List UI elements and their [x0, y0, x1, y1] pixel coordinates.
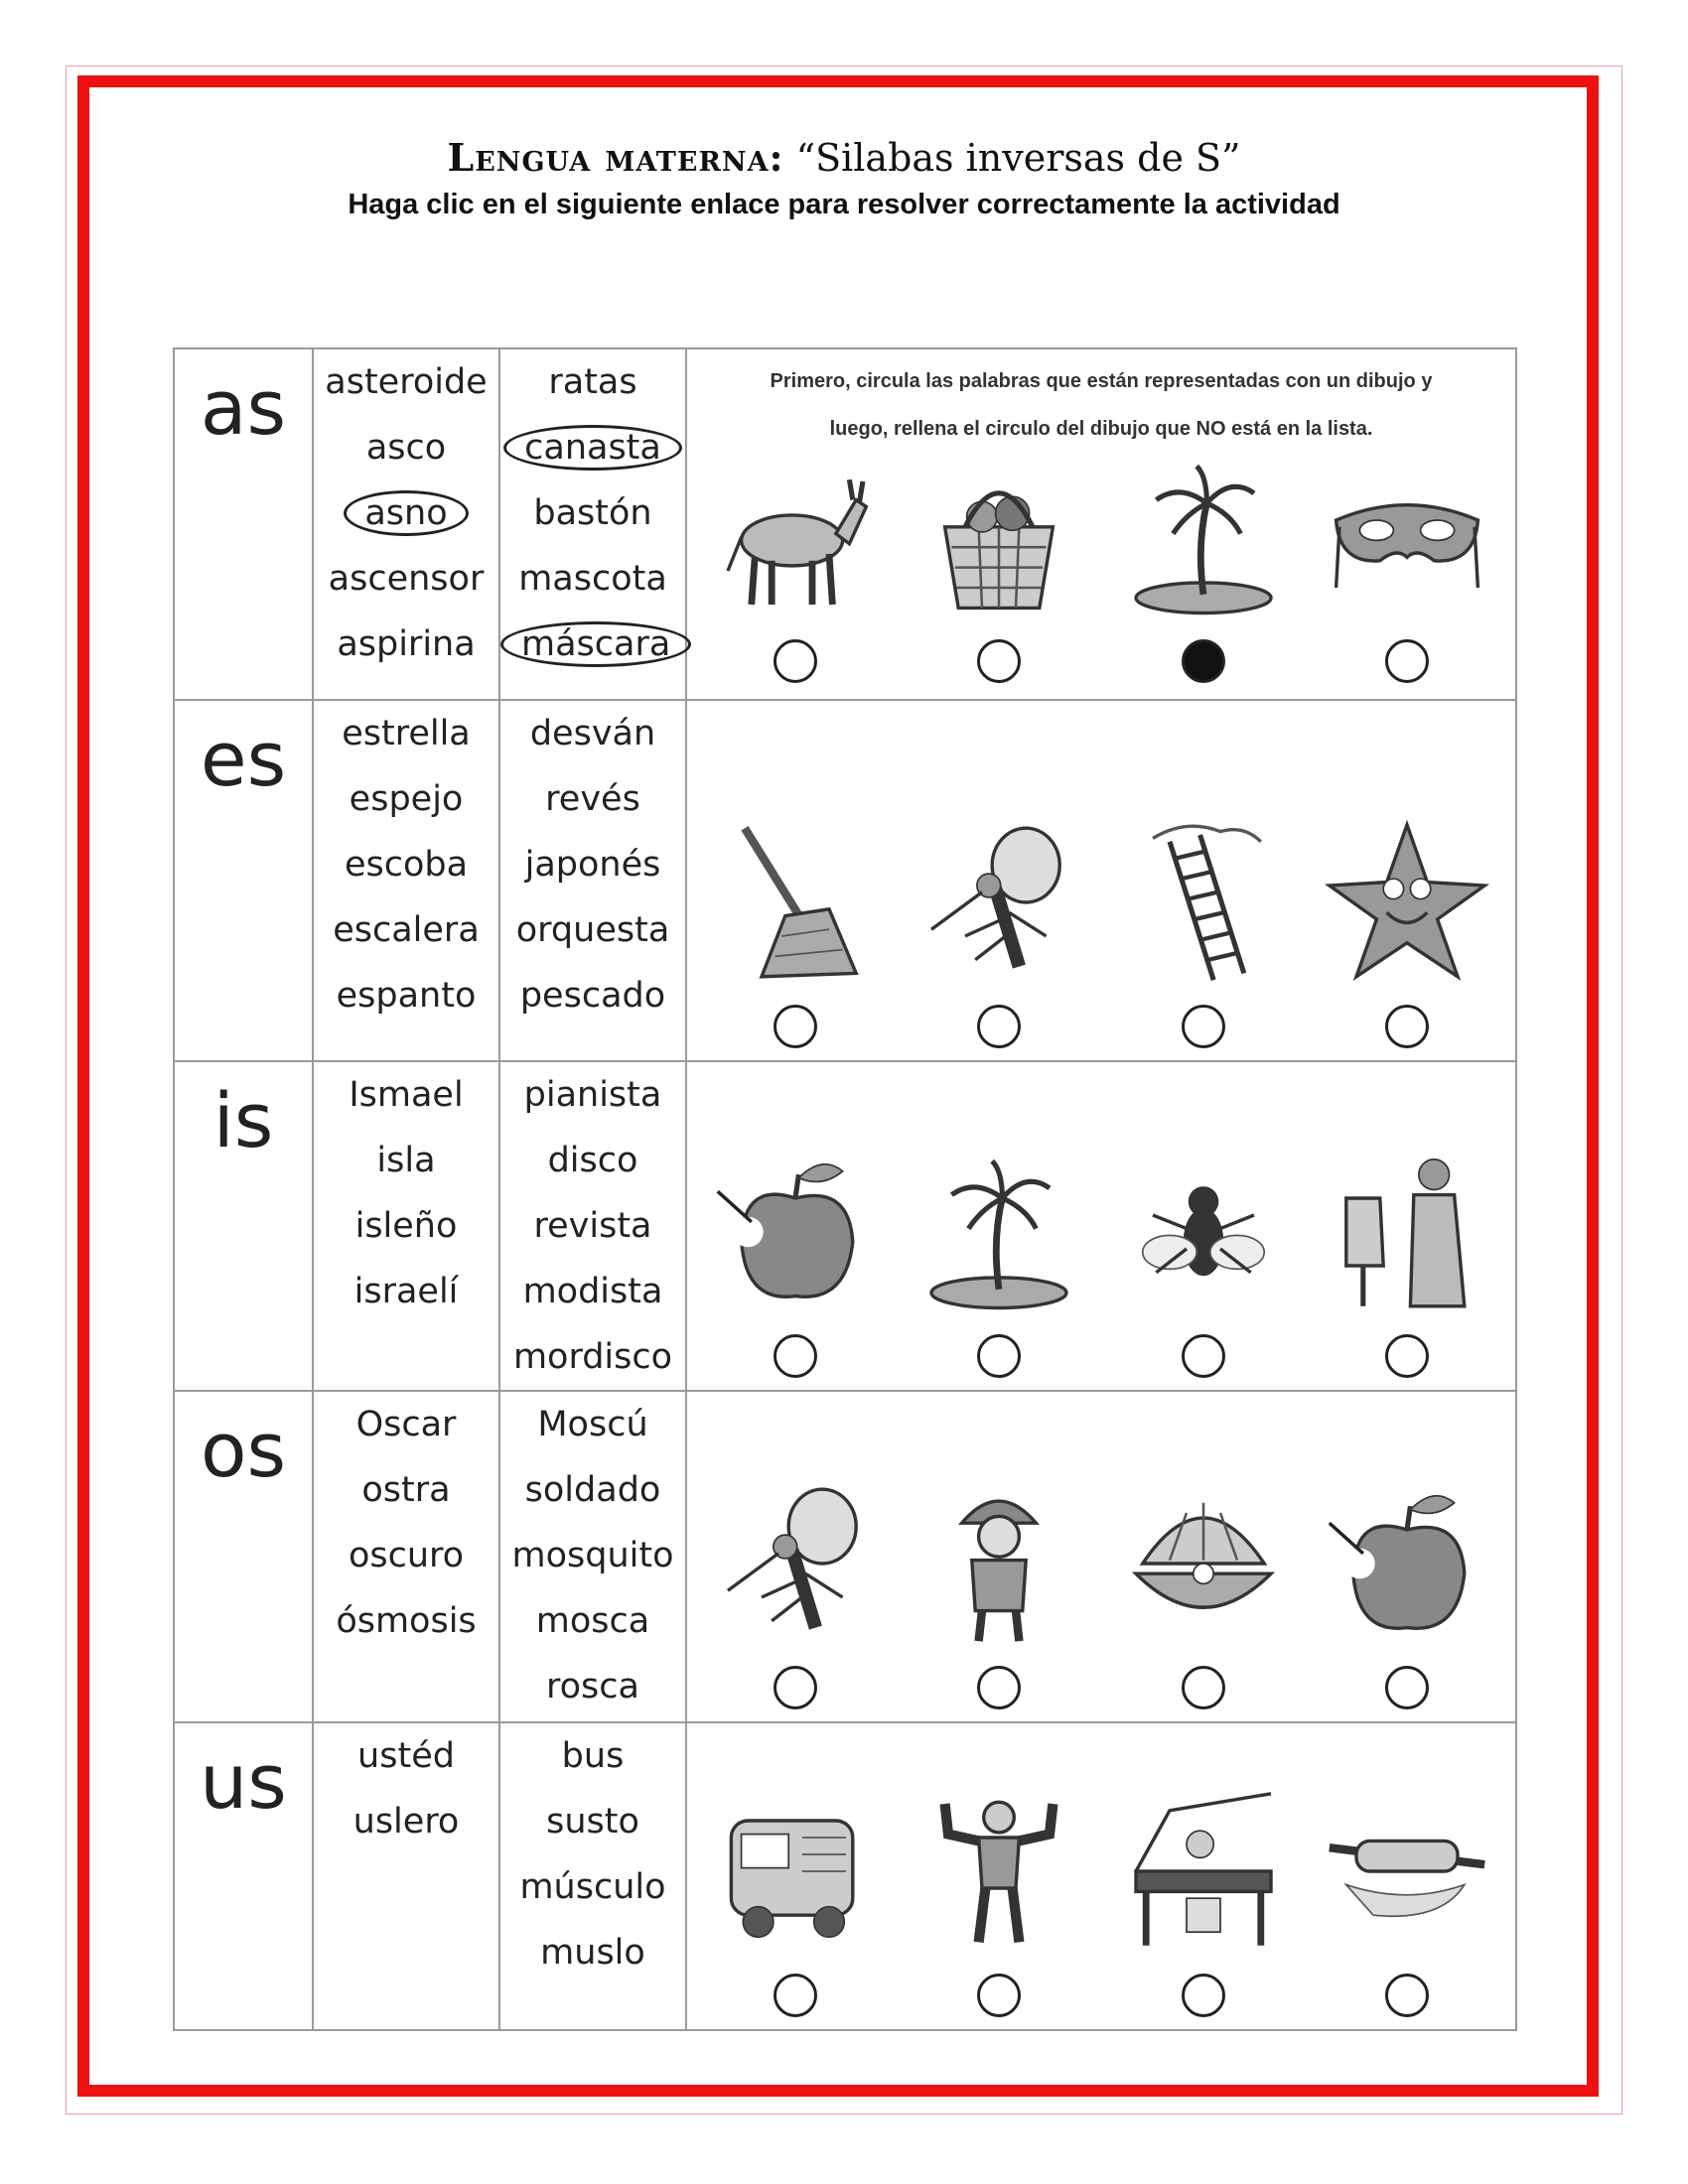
word-list-col2: [499, 1061, 686, 1391]
word-text: susto: [546, 1802, 639, 1842]
subject-label: Lengua materna:: [447, 135, 784, 180]
word-item[interactable]: [500, 1523, 685, 1588]
word-item[interactable]: [314, 1392, 498, 1457]
picture-cell: [686, 700, 1516, 1061]
instruction-line: luego, rellena el circulo del dibujo que NO está en la lista.: [829, 418, 1373, 440]
picture-row: [687, 453, 1515, 695]
word-item[interactable]: [314, 1062, 498, 1128]
word-text: bastón: [533, 493, 652, 533]
word-text: mordisco: [512, 1337, 673, 1377]
answer-circle[interactable]: [774, 1334, 817, 1378]
answer-circle[interactable]: [977, 1334, 1021, 1378]
instruction-line: Primero, circula las palabras que están representadas con un dibujo y: [770, 370, 1433, 392]
word-text: mascota: [518, 559, 667, 599]
strongman-picture: [914, 1787, 1083, 1960]
word-text: ósmosis: [336, 1601, 477, 1641]
word-item[interactable]: [314, 1128, 498, 1193]
word-item[interactable]: [314, 897, 498, 963]
word-text: ustéd: [357, 1736, 455, 1776]
word-item[interactable]: [500, 766, 685, 832]
syllable-row-4: [174, 1722, 1516, 2030]
answer-circle[interactable]: [977, 639, 1021, 683]
word-list-col1: [313, 1061, 499, 1391]
syllable-label: os: [174, 1391, 313, 1722]
answer-circle[interactable]: [1385, 639, 1429, 683]
circled-word[interactable]: [500, 612, 685, 677]
word-item[interactable]: [314, 612, 498, 677]
word-item[interactable]: [500, 1457, 685, 1523]
word-text: ostra: [361, 1470, 451, 1510]
word-item[interactable]: [500, 546, 685, 612]
syllable-row-2: [174, 1061, 1516, 1391]
word-item[interactable]: [314, 832, 498, 897]
picture-option: [905, 453, 1093, 695]
rolling-pin-picture: [1323, 1787, 1491, 1960]
word-text: canasta: [503, 425, 682, 471]
word-text: ratas: [548, 362, 637, 402]
circled-word[interactable]: [314, 480, 498, 546]
answer-circle[interactable]: [1385, 1974, 1429, 2017]
answer-circle[interactable]: [774, 1005, 817, 1048]
word-list-col2: [499, 700, 686, 1061]
mask-picture: [1323, 453, 1491, 625]
word-text: estrella: [342, 714, 471, 753]
word-item[interactable]: [500, 1392, 685, 1457]
picture-row: [687, 1392, 1515, 1721]
word-item[interactable]: [500, 1128, 685, 1193]
word-item[interactable]: [314, 1193, 498, 1259]
picture-cell: [686, 1722, 1516, 2030]
picture-option: [1109, 1148, 1298, 1390]
word-text: Ismael: [349, 1075, 464, 1115]
activity-instructions: [687, 349, 1515, 453]
fly-picture: [1119, 1148, 1288, 1320]
picture-option: [1109, 1479, 1298, 1721]
word-text: espanto: [336, 976, 477, 1016]
word-item[interactable]: [500, 1920, 685, 1985]
mosquito-picture: [711, 1479, 880, 1652]
word-text: pescado: [519, 976, 666, 1016]
answer-circle[interactable]: [977, 1666, 1021, 1709]
word-text: isleño: [354, 1206, 458, 1246]
word-item[interactable]: [314, 1723, 498, 1789]
activity-link-text[interactable]: Haga clic en el siguiente enlace para resolver correctamente la actividad: [348, 189, 1340, 220]
picture-option: [905, 1479, 1093, 1721]
word-list-col1: [313, 348, 499, 700]
picture-cell: [686, 1061, 1516, 1391]
syllable-row-3: [174, 1391, 1516, 1722]
word-list-col2: [499, 1391, 686, 1722]
word-item[interactable]: [314, 963, 498, 1028]
basket-picture: [914, 453, 1083, 625]
word-list-col1: [313, 1722, 499, 2030]
picture-option: [701, 1787, 890, 2029]
word-text: Moscú: [537, 1405, 648, 1444]
word-item[interactable]: [500, 1193, 685, 1259]
word-item[interactable]: [500, 897, 685, 963]
donkey-picture: [711, 453, 880, 625]
word-text: mosca: [535, 1601, 650, 1641]
word-text: revés: [545, 779, 640, 819]
word-list-col2: [499, 348, 686, 700]
word-text: escoba: [344, 845, 469, 885]
word-text: rosca: [546, 1667, 639, 1706]
answer-circle[interactable]: [977, 1005, 1021, 1048]
answer-circle[interactable]: [774, 1974, 817, 2017]
word-text: músculo: [519, 1867, 666, 1907]
word-item[interactable]: [500, 480, 685, 546]
circled-word[interactable]: [500, 415, 685, 480]
picture-row: [687, 1723, 1515, 2029]
word-text: desván: [529, 714, 656, 753]
word-text: revista: [533, 1206, 652, 1246]
picture-cell: [686, 1391, 1516, 1722]
word-text: espejo: [349, 779, 464, 819]
word-text: bus: [561, 1736, 625, 1776]
topic-label: “Silabas inversas de S”: [795, 136, 1241, 180]
word-item[interactable]: [500, 1324, 685, 1390]
picture-option: [701, 818, 890, 1060]
picture-option: [1109, 818, 1298, 1060]
word-text: asteroide: [325, 362, 488, 402]
star-picture: [1323, 818, 1491, 991]
word-text: uslero: [352, 1802, 460, 1842]
word-text: asno: [344, 490, 468, 536]
word-item[interactable]: [500, 832, 685, 897]
answer-circle[interactable]: [1385, 1666, 1429, 1709]
picture-option: [1313, 1479, 1501, 1721]
word-text: mosquito: [511, 1536, 674, 1575]
word-list-col2: [499, 1722, 686, 2030]
word-text: disco: [547, 1141, 638, 1180]
answer-circle[interactable]: [774, 1666, 817, 1709]
page-title: [0, 135, 1688, 180]
syllable-label: is: [174, 1061, 313, 1391]
word-item[interactable]: [500, 1854, 685, 1920]
word-item[interactable]: [500, 1062, 685, 1128]
picture-option: [905, 818, 1093, 1060]
word-text: soldado: [524, 1470, 661, 1510]
picture-option: [701, 1148, 890, 1390]
picture-option: [1313, 1787, 1501, 2029]
broom-picture: [711, 818, 880, 991]
ladder-picture: [1119, 818, 1288, 991]
word-item[interactable]: [314, 701, 498, 766]
picture-option: [1313, 1148, 1501, 1390]
bitten-apple-picture: [711, 1148, 880, 1320]
word-item[interactable]: [500, 349, 685, 415]
island-picture: [914, 1148, 1083, 1320]
answer-circle[interactable]: [1182, 1666, 1225, 1709]
picture-cell: [686, 348, 1516, 700]
word-item[interactable]: [314, 546, 498, 612]
answer-circle[interactable]: [774, 639, 817, 683]
syllable-row-1: [174, 700, 1516, 1061]
word-list-col1: [313, 700, 499, 1061]
word-item[interactable]: [500, 963, 685, 1028]
picture-row: [687, 1062, 1515, 1390]
mosquito-picture: [914, 818, 1083, 991]
word-item[interactable]: [314, 766, 498, 832]
picture-option: [1313, 453, 1501, 695]
syllable-label: es: [174, 700, 313, 1061]
worksheet-table: [173, 347, 1517, 2031]
word-text: isla: [376, 1141, 436, 1180]
word-item[interactable]: [500, 1259, 685, 1324]
answer-circle[interactable]: [1182, 1974, 1225, 2017]
word-item[interactable]: [500, 1723, 685, 1789]
syllable-label: as: [174, 348, 313, 700]
word-item[interactable]: [500, 701, 685, 766]
soldier-picture: [914, 1479, 1083, 1652]
answer-circle[interactable]: [1182, 1334, 1225, 1378]
word-text: oscuro: [348, 1536, 465, 1575]
picture-option: [701, 1479, 890, 1721]
word-text: máscara: [500, 621, 691, 667]
answer-circle[interactable]: [1182, 1005, 1225, 1048]
bus-picture: [711, 1787, 880, 1960]
word-item[interactable]: [314, 1523, 498, 1588]
word-text: Oscar: [355, 1405, 457, 1444]
syllable-label: us: [174, 1722, 313, 2030]
word-text: pianista: [523, 1075, 662, 1115]
answer-circle[interactable]: [1385, 1005, 1429, 1048]
answer-circle[interactable]: [977, 1974, 1021, 2017]
word-item[interactable]: [314, 415, 498, 480]
oyster-picture: [1119, 1479, 1288, 1652]
word-text: muslo: [540, 1933, 645, 1973]
word-text: israelí: [353, 1272, 459, 1311]
word-item[interactable]: [314, 1457, 498, 1523]
picture-option: [1109, 453, 1298, 695]
answer-circle-filled[interactable]: [1182, 639, 1225, 683]
pianist-picture: [1119, 1787, 1288, 1960]
word-text: asco: [365, 428, 447, 468]
word-item[interactable]: [500, 1654, 685, 1719]
island-picture: [1119, 453, 1288, 625]
bitten-apple-picture: [1323, 1479, 1491, 1652]
word-list-col1: [313, 1391, 499, 1722]
word-item[interactable]: [314, 1588, 498, 1654]
word-item[interactable]: [314, 349, 498, 415]
word-item[interactable]: [500, 1789, 685, 1854]
word-text: orquesta: [515, 910, 670, 950]
word-item[interactable]: [314, 1259, 498, 1324]
answer-circle[interactable]: [1385, 1334, 1429, 1378]
word-text: escalera: [333, 910, 480, 950]
dressmaker-picture: [1323, 1148, 1491, 1320]
picture-option: [1313, 818, 1501, 1060]
picture-option: [905, 1148, 1093, 1390]
word-text: japonés: [524, 845, 661, 885]
picture-option: [905, 1787, 1093, 2029]
word-text: modista: [522, 1272, 663, 1311]
syllable-row-0: [174, 348, 1516, 700]
picture-option: [701, 453, 890, 695]
word-item[interactable]: [314, 1789, 498, 1854]
picture-option: [1109, 1787, 1298, 2029]
word-text: ascensor: [328, 559, 485, 599]
picture-row: [687, 701, 1515, 1060]
word-text: aspirina: [337, 624, 476, 664]
word-item[interactable]: [500, 1588, 685, 1654]
